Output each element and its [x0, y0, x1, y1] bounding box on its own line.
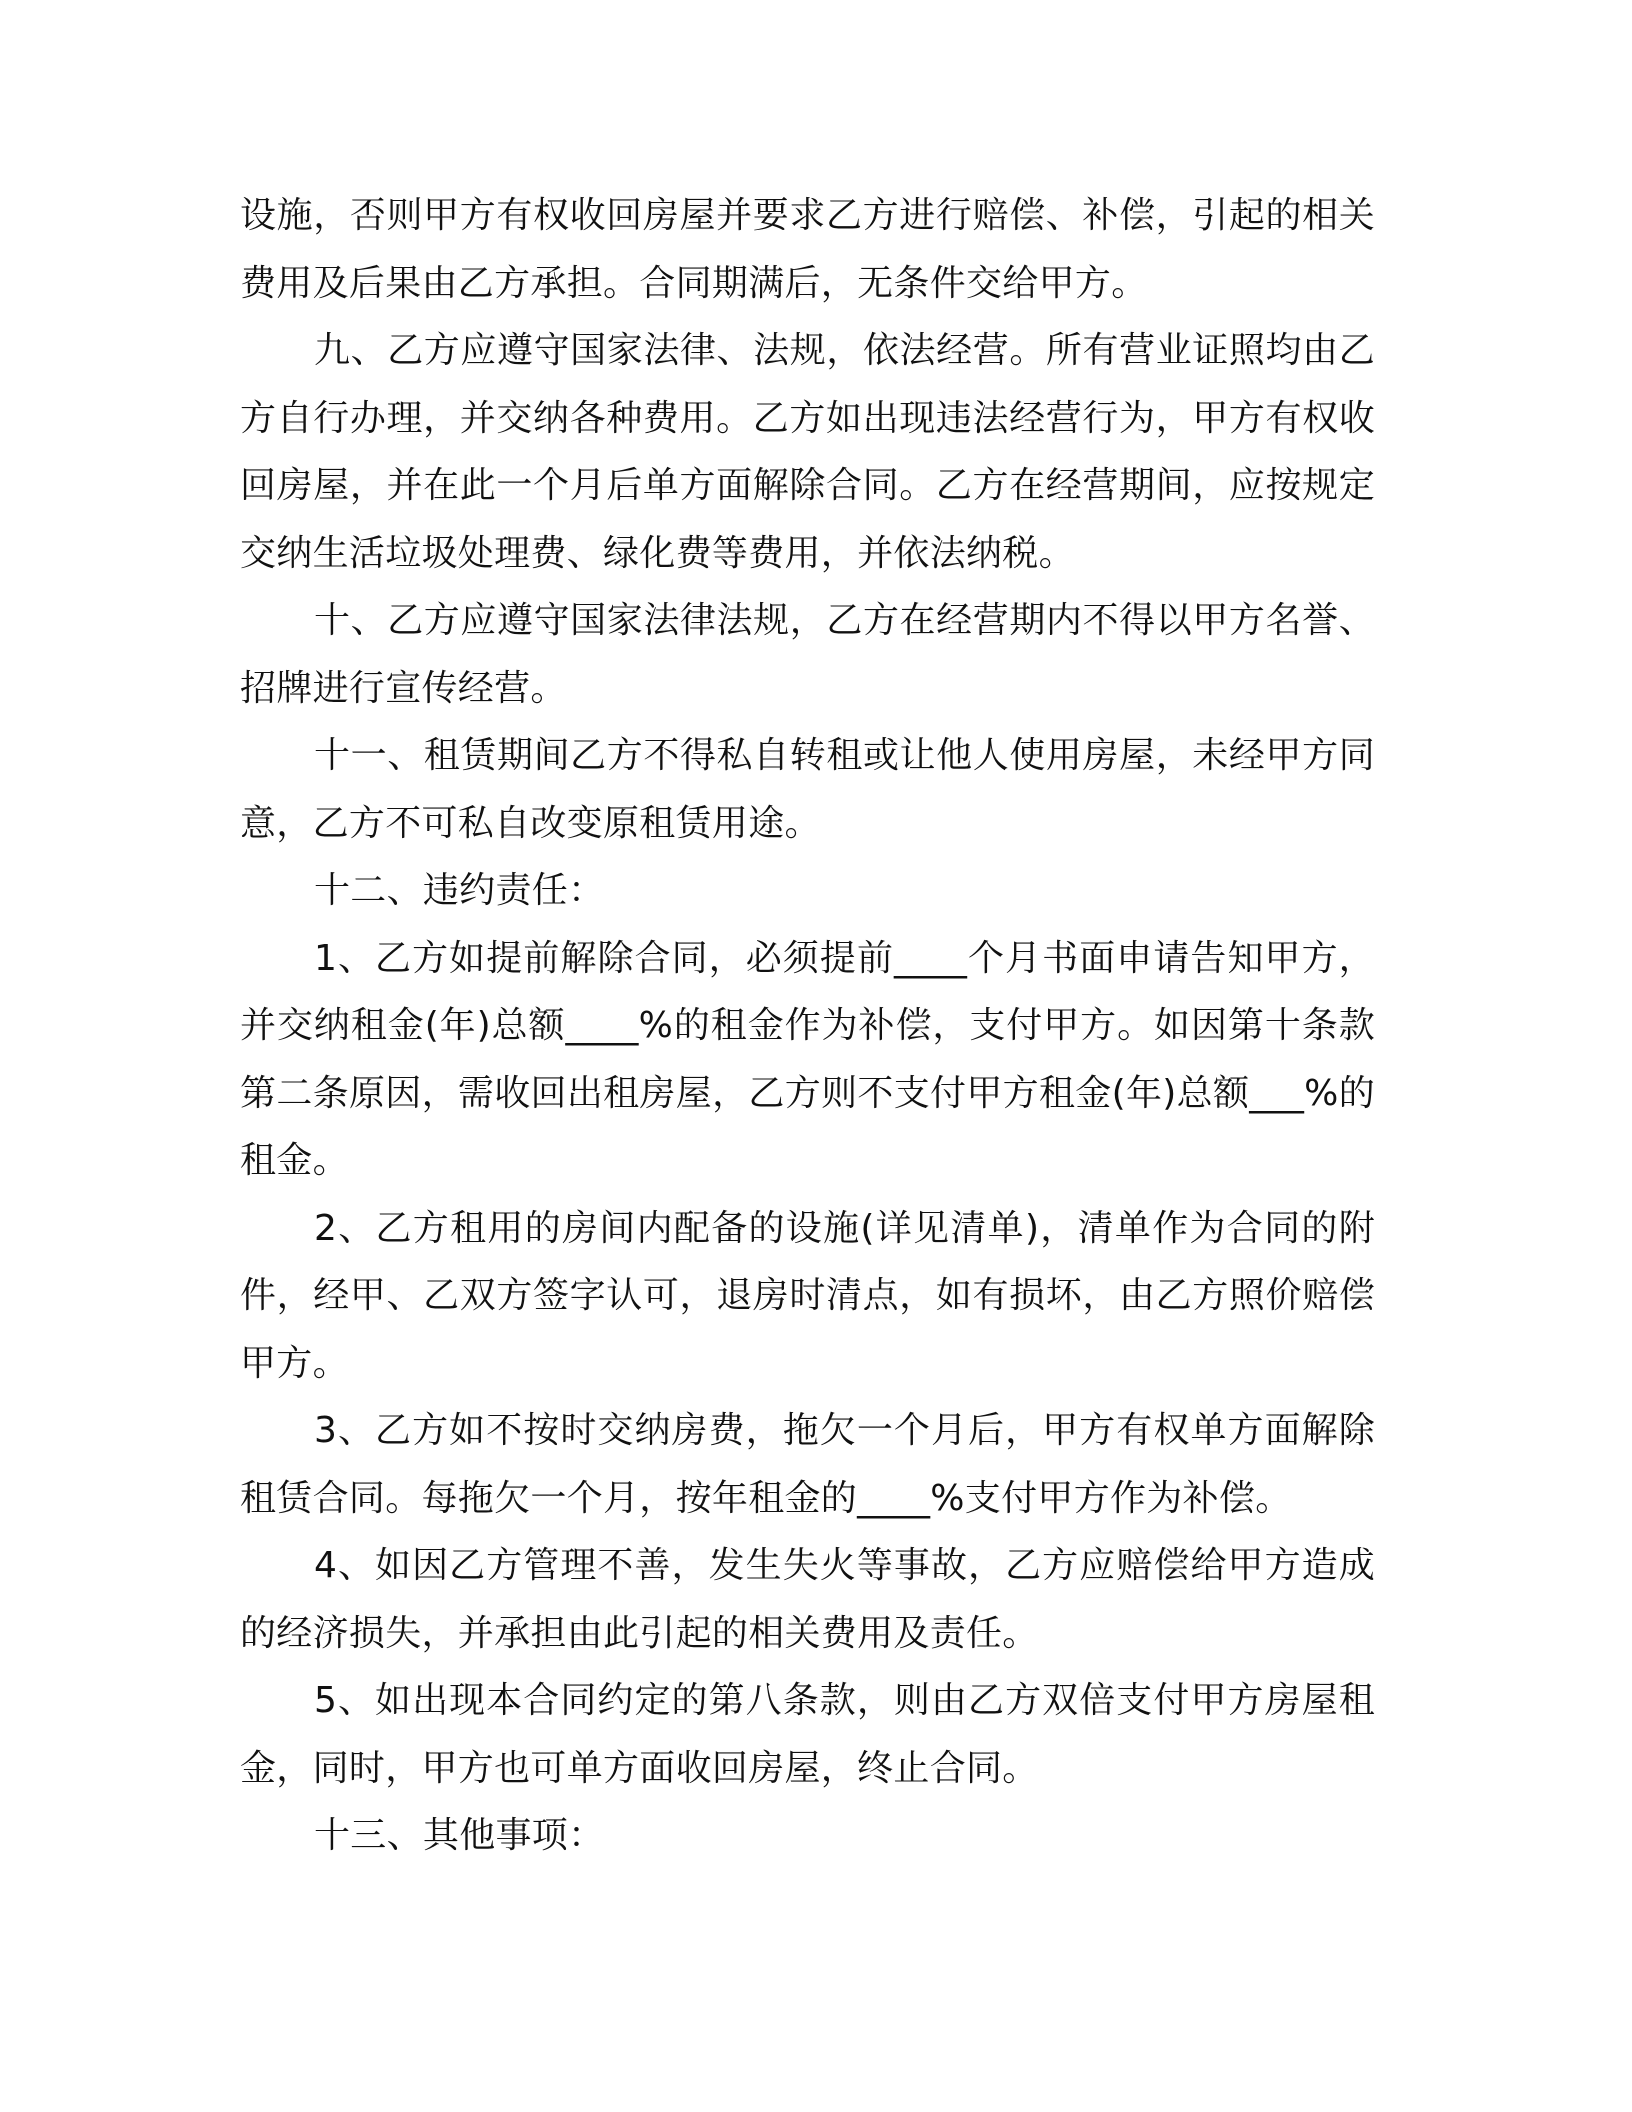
clause-11: 十一、租赁期间乙方不得私自转租或让他人使用房屋，未经甲方同意，乙方不可私自改变原租赁用途。: [240, 735, 1375, 844]
clause-13-heading: 十三、其他事项：: [314, 1815, 605, 1856]
clause-12-heading: 十二、违约责任：: [314, 870, 605, 911]
paragraph-continuation: 设施，否则甲方有权收回房屋并要求乙方进行赔偿、补偿，引起的相关费用及后果由乙方承担。合同期满后，无条件交给甲方。: [240, 195, 1375, 304]
clause-12-item-2: 2、乙方租用的房间内配备的设施(详见清单)，清单作为合同的附件，经甲、乙双方签字认可，退房时清点，如有损坏，由乙方照价赔偿甲方。: [240, 1207, 1375, 1384]
document-body: [240, 182, 1375, 1870]
clause-12-item-3: 3、乙方如不按时交纳房费，拖欠一个月后，甲方有权单方面解除租赁合同。每拖欠一个月，按年租金的____%支付甲方作为补偿。: [240, 1410, 1375, 1519]
clause-12-item-1: 1、乙方如提前解除合同，必须提前____个月书面申请告知甲方，并交纳租金(年)总额____%的租金作为补偿，支付甲方。如因第十条款第二条原因，需收回出租房屋，乙方则不支付甲方租金(年)总额___%的租金。: [240, 937, 1375, 1181]
clause-10: 十、乙方应遵守国家法律法规，乙方在经营期内不得以甲方名誉、招牌进行宣传经营。: [240, 600, 1375, 709]
clause-12-item-5: 5、如出现本合同约定的第八条款，则由乙方双倍支付甲方房屋租金，同时，甲方也可单方面收回房屋，终止合同。: [240, 1680, 1375, 1789]
clause-9: 九、乙方应遵守国家法律、法规，依法经营。所有营业证照均由乙方自行办理，并交纳各种费用。乙方如出现违法经营行为，甲方有权收回房屋，并在此一个月后单方面解除合同。乙方在经营期间，应按规定交纳生活垃圾处理费、绿化费等费用，并依法纳税。: [240, 330, 1375, 574]
clause-12-item-4: 4、如因乙方管理不善，发生失火等事故，乙方应赔偿给甲方造成的经济损失，并承担由此引起的相关费用及责任。: [240, 1545, 1375, 1654]
